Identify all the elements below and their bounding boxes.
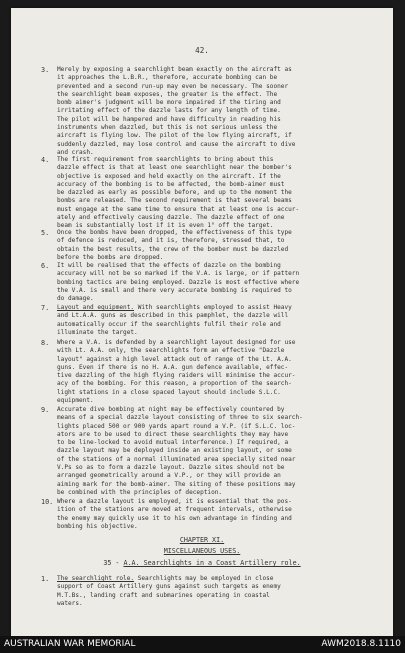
text-line: and Lt.A.A. guns as described in this pamphlet, the dazzle will (57, 312, 289, 320)
text-line: guns. Even if there is no H. A.A. gun defence available, effec- (57, 363, 289, 371)
text-line: ately and effectively causing dazzle. The dazzle effect of one (57, 214, 285, 222)
paragraph-number: 1. (41, 575, 50, 583)
text-line: prevented and a second run-up may even be necessary. The sooner (57, 82, 289, 90)
paragraph-number: 6. (41, 262, 50, 270)
paragraph-number: 9. (41, 406, 50, 414)
section-heading (11, 559, 393, 567)
text-line: illuminate the target. (57, 328, 138, 336)
text-line: objective is exposed and held exactly on the aircraft. If the (57, 172, 281, 180)
text-line: arranged geometrically around a V.P., or they will provide an (57, 472, 281, 480)
chapter-subtitle: MISCELLANEOUS USES. (163, 547, 241, 555)
text-line: acy of the bombing. For this reason, a proportion of the search- (57, 380, 292, 388)
paragraph-number: 3. (41, 66, 50, 74)
text-line: V.Ps so as to form a dazzle layout. Dazzle sites should not be (57, 464, 285, 472)
text-line: Where a dazzle layout is employed, it is essential that the pos- (57, 498, 292, 505)
text-line: suddenly dazzled, may lose control and cause the aircraft to dive (57, 140, 296, 148)
text-line: bomb aimer's judgment will be more impaired if the tiring and (57, 99, 281, 107)
text-line: ition of the stations are moved at frequent intervals, otherwise (57, 506, 292, 514)
text-line: the searchlight beam exposes, the greater is the effect. The (57, 90, 278, 98)
text-line: instruments when dazzled, but this is not serious unless the (57, 124, 278, 132)
text-line: equipment. (57, 397, 94, 405)
text-line: It will be realised that the effects of dazzle on the bombing (57, 262, 281, 269)
text-line: means of a special dazzle layout consisting of three to six search- (57, 414, 303, 422)
text-line: the V.A. is small and there very accurate bombing is required to (57, 286, 292, 294)
text-line-rest: With searchlights employed to assist Heavy (137, 304, 292, 311)
text-line: of defence is reduced, and it is, therefore, stressed that, to (57, 237, 285, 245)
paragraph-number: 10. (41, 498, 54, 506)
text-line (57, 575, 381, 583)
text-line: dazzle effect is that at least one searchlight near the bomber's (57, 164, 292, 172)
text-line (57, 304, 381, 312)
paragraph-number: 7. (41, 304, 50, 312)
text-line: Once the bombs have been dropped, the effectiveness of this type (57, 229, 292, 236)
footer-accession-number: AWM2018.8.1110 (321, 639, 401, 649)
text-line: automatically occur if the searchlights fulfil their role and (57, 320, 281, 328)
paragraph-text (57, 156, 381, 231)
paragraph-text (57, 229, 381, 262)
text-line: bombing his objective. (57, 522, 138, 530)
paragraph-text (57, 262, 381, 303)
text-line: irritating effect of the dazzle lasts for any length of time. (57, 107, 281, 115)
paragraph-text (57, 575, 381, 608)
text-line: aircraft is flying low. The pilot of the low flying aircraft, if (57, 132, 292, 140)
chapter-title: CHAPTER XI. (179, 536, 225, 544)
page-number: 42. (195, 46, 209, 55)
text-line: light stations in a close spaced layout should include S.L.C. (57, 388, 281, 396)
text-line: aiming mark for the bomb-aimer. The siting of these positions may (57, 480, 296, 488)
text-line: Accurate dive bombing at night may be effectively countered by (57, 406, 285, 413)
text-line: to be line-locked to avoid mutual interference.) If required, a (57, 439, 289, 447)
text-line: must engage at the same time to ensure that at least one is accur- (57, 205, 300, 213)
text-line: it approaches the L.B.R., therefore, accurate bombing can be (57, 74, 278, 82)
paragraph-text (57, 304, 381, 337)
text-line: the enemy may quickly use it to his own advantage in finding and (57, 514, 292, 522)
paragraph-text (57, 498, 381, 531)
section-title: A.A. Searchlights in a Coast Artillery role. (123, 559, 301, 567)
text-line: layout" against a high level attack out of range of the Lt. A.A. (57, 355, 292, 363)
text-line: bombing tactics are being employed. Dazzle is most effective where (57, 278, 300, 286)
text-line: waters. (57, 599, 83, 607)
text-line: M.T.Bs., landing craft and submarines operating in coastal (57, 591, 270, 599)
text-line: ators are to be used to direct these searchlights they may have (57, 430, 289, 438)
text-line: be dazzled as early as possible before, and up to the moment the (57, 189, 292, 197)
text-line-rest: Searchlights may be employed in close (137, 575, 274, 582)
text-line: lights placed 500 or 900 yards apart round a V.P. (if S.L.C. loc- (57, 422, 296, 430)
document-page (11, 8, 393, 636)
text-line: accuracy of the bombing is to be affected, the bomb-aimer must (57, 180, 285, 188)
text-line: tive dazzling of the high flying raiders will minimise the accur- (57, 372, 296, 380)
paragraph-text (57, 406, 381, 497)
footer-bar (0, 636, 405, 653)
text-line: with Lt. A.A. only, the searchlights form an effective "Dazzle (57, 347, 285, 355)
paragraph-title: The searchlight role. (57, 575, 135, 582)
paragraph-text (57, 66, 381, 157)
text-line: dazzle layout may be deployed inside an existing layout, or some (57, 447, 292, 455)
text-line: before the bombs are dropped. (57, 253, 164, 261)
section-number: 35 - (103, 559, 124, 567)
text-line: Where a V.A. is defended by a searchlight layout designed for use (57, 339, 296, 346)
paragraph-number: 8. (41, 339, 50, 347)
text-line: and crash. (57, 148, 94, 156)
paragraph-number: 5. (41, 229, 50, 237)
paragraph-title: Layout and equipment. (57, 304, 135, 311)
text-line: beam is substantially lost if it is even 1° off the target. (57, 222, 274, 230)
text-line: Merely by exposing a searchlight beam exactly on the aircraft as (57, 66, 292, 73)
paragraph-text (57, 339, 381, 405)
text-line: accuracy will not be so marked if the V.A. is large, or if pattern (57, 270, 300, 278)
text-line: The pilot will be hampered and have difficulty in reading his (57, 115, 281, 123)
text-line: support of Coast Artillery guns against such targets as enemy (57, 583, 281, 591)
text-line: be combined with the principles of deception. (57, 488, 223, 496)
text-line: do damage. (57, 295, 94, 303)
text-line: of the stations of a normal illuminated area specially sited near (57, 455, 296, 463)
paragraph-number: 4. (41, 156, 50, 164)
text-line: The first requirement from searchlights to bring about this (57, 156, 274, 163)
text-line: bombs are released. The second requirement is that several beams (57, 197, 292, 205)
text-line: obtain the best results, the crew of the bomber must be dazzled (57, 245, 289, 253)
footer-institution: AUSTRALIAN WAR MEMORIAL (4, 639, 136, 649)
